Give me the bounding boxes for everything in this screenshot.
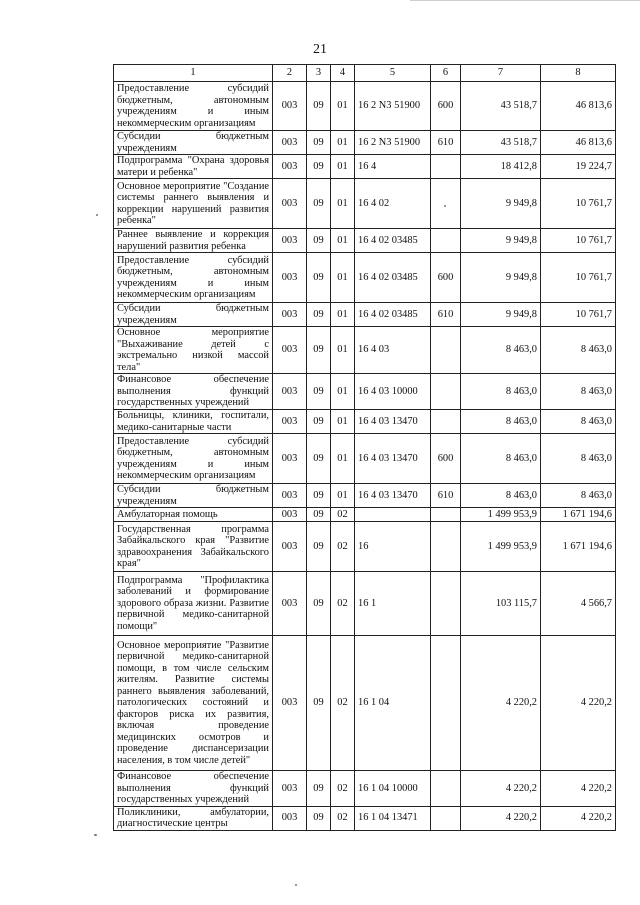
table-row [114, 508, 616, 522]
row-admin-code: 003 [273, 229, 307, 253]
row-target-article: 16 4 03 13470 [355, 434, 431, 484]
row-amount-year1: 43 518,7 [461, 131, 541, 155]
column-header: 1 [114, 65, 273, 82]
row-section-code: 09 [307, 229, 331, 253]
table-row [114, 806, 616, 830]
row-target-article: 16 4 02 03485 [355, 229, 431, 253]
row-name: Субсидии бюджетным учреждениям [114, 303, 273, 327]
row-target-article: 16 1 04 [355, 636, 431, 771]
row-expense-type [431, 327, 461, 374]
column-header: 5 [355, 65, 431, 82]
row-target-article: 16 4 03 13470 [355, 410, 431, 434]
row-subsection-code: 02 [331, 572, 355, 636]
table-row [114, 410, 616, 434]
row-amount-year2: 8 463,0 [541, 434, 616, 484]
row-amount-year1: 43 518,7 [461, 82, 541, 131]
row-name: Основное мероприятие "Развитие первичной медико-санитарной помощи, в том числе сельским жителям. Развитие системы раннего выявления заболеваний, патологических состояний и факторов риска их развития, включая проведение медицинских осмотров и проведение диспансеризации населения, в том числе детей" [114, 636, 273, 771]
row-expense-type: 610 [431, 484, 461, 508]
row-expense-type [431, 179, 461, 229]
row-section-code: 09 [307, 572, 331, 636]
row-amount-year2: 10 761,7 [541, 253, 616, 303]
table-body [114, 82, 616, 831]
row-admin-code: 003 [273, 434, 307, 484]
row-admin-code: 003 [273, 410, 307, 434]
row-expense-type: 600 [431, 82, 461, 131]
row-subsection-code: 01 [331, 229, 355, 253]
row-amount-year2: 10 761,7 [541, 179, 616, 229]
row-section-code: 09 [307, 155, 331, 179]
row-amount-year1: 18 412,8 [461, 155, 541, 179]
row-subsection-code: 02 [331, 522, 355, 572]
row-name: Основное мероприятие "Выхаживание детей с экстремально низкой массой тела" [114, 327, 273, 374]
table-row [114, 155, 616, 179]
row-subsection-code: 01 [331, 131, 355, 155]
row-amount-year2: 1 671 194,6 [541, 508, 616, 522]
row-name: Амбулаторная помощь [114, 508, 273, 522]
row-admin-code: 003 [273, 484, 307, 508]
row-admin-code: 003 [273, 771, 307, 807]
row-admin-code: 003 [273, 508, 307, 522]
row-name: Субсидии бюджетным учреждениям [114, 484, 273, 508]
row-subsection-code: 01 [331, 327, 355, 374]
row-admin-code: 003 [273, 179, 307, 229]
row-section-code: 09 [307, 522, 331, 572]
row-expense-type: 600 [431, 434, 461, 484]
row-subsection-code: 01 [331, 155, 355, 179]
scan-speck [94, 834, 97, 836]
table-row [114, 636, 616, 771]
table-row [114, 253, 616, 303]
row-target-article: 16 1 [355, 572, 431, 636]
row-amount-year2: 10 761,7 [541, 229, 616, 253]
row-name: Предоставление субсидий бюджетным, автономным учреждениям и иным некоммерческим организациям [114, 253, 273, 303]
row-subsection-code: 01 [331, 253, 355, 303]
row-expense-type [431, 229, 461, 253]
row-name: Поликлиники, амбулатории, диагностические центры [114, 806, 273, 830]
column-header: 6 [431, 65, 461, 82]
row-section-code: 09 [307, 82, 331, 131]
row-target-article: 16 [355, 522, 431, 572]
row-section-code: 09 [307, 508, 331, 522]
row-subsection-code: 01 [331, 410, 355, 434]
row-subsection-code: 01 [331, 434, 355, 484]
table-row [114, 327, 616, 374]
row-amount-year2: 8 463,0 [541, 327, 616, 374]
row-subsection-code: 02 [331, 771, 355, 807]
row-amount-year1: 8 463,0 [461, 327, 541, 374]
table-row [114, 434, 616, 484]
row-section-code: 09 [307, 374, 331, 410]
row-amount-year2: 4 220,2 [541, 806, 616, 830]
header-row [114, 65, 616, 82]
row-amount-year1: 4 220,2 [461, 771, 541, 807]
row-amount-year1: 1 499 953,9 [461, 522, 541, 572]
column-header: 2 [273, 65, 307, 82]
row-subsection-code: 01 [331, 374, 355, 410]
row-amount-year1: 9 949,8 [461, 229, 541, 253]
row-admin-code: 003 [273, 82, 307, 131]
row-target-article: 16 1 04 13471 [355, 806, 431, 830]
row-name: Предоставление субсидий бюджетным, автономным учреждениям и иным некоммерческим организациям [114, 82, 273, 131]
table-row [114, 82, 616, 131]
row-expense-type [431, 572, 461, 636]
row-amount-year1: 9 949,8 [461, 253, 541, 303]
row-section-code: 09 [307, 484, 331, 508]
row-admin-code: 003 [273, 253, 307, 303]
column-header: 3 [307, 65, 331, 82]
row-amount-year2: 8 463,0 [541, 374, 616, 410]
row-name: Предоставление субсидий бюджетным, автономным учреждениям и иным некоммерческим организациям [114, 434, 273, 484]
column-header: 8 [541, 65, 616, 82]
column-header: 7 [461, 65, 541, 82]
table-row [114, 374, 616, 410]
row-amount-year2: 4 566,7 [541, 572, 616, 636]
scan-speck [295, 884, 297, 886]
row-amount-year1: 9 949,8 [461, 303, 541, 327]
row-amount-year1: 8 463,0 [461, 484, 541, 508]
row-amount-year2: 46 813,6 [541, 82, 616, 131]
row-target-article: 16 4 [355, 155, 431, 179]
row-subsection-code: 01 [331, 82, 355, 131]
page-number: 21 [313, 42, 327, 57]
table-row [114, 179, 616, 229]
row-amount-year2: 46 813,6 [541, 131, 616, 155]
row-admin-code: 003 [273, 636, 307, 771]
row-name: Подпрограмма "Профилактика заболеваний и формирование здорового образа жизни. Развитие первичной медико-санитарной помощи" [114, 572, 273, 636]
budget-table [113, 64, 616, 831]
row-target-article [355, 508, 431, 522]
row-section-code: 09 [307, 327, 331, 374]
row-subsection-code: 02 [331, 636, 355, 771]
row-expense-type [431, 636, 461, 771]
row-expense-type: 600 [431, 253, 461, 303]
row-section-code: 09 [307, 253, 331, 303]
row-section-code: 09 [307, 434, 331, 484]
row-name: Финансовое обеспечение выполнения функций государственных учреждений [114, 771, 273, 807]
row-subsection-code: 02 [331, 508, 355, 522]
row-admin-code: 003 [273, 806, 307, 830]
row-name: Раннее выявление и коррекция нарушений развития ребенка [114, 229, 273, 253]
row-amount-year1: 4 220,2 [461, 636, 541, 771]
row-expense-type: 610 [431, 303, 461, 327]
row-amount-year2: 8 463,0 [541, 484, 616, 508]
row-expense-type: 610 [431, 131, 461, 155]
row-name: Основное мероприятие "Создание системы раннего выявления и коррекции нарушений развития ребенка" [114, 179, 273, 229]
row-name: Больницы, клиники, госпитали, медико-санитарные части [114, 410, 273, 434]
row-subsection-code: 02 [331, 806, 355, 830]
row-target-article: 16 2 N3 51900 [355, 131, 431, 155]
row-amount-year1: 8 463,0 [461, 410, 541, 434]
row-section-code: 09 [307, 303, 331, 327]
row-section-code: 09 [307, 771, 331, 807]
row-expense-type [431, 410, 461, 434]
row-section-code: 09 [307, 636, 331, 771]
row-amount-year1: 8 463,0 [461, 374, 541, 410]
table-row [114, 229, 616, 253]
row-amount-year2: 19 224,7 [541, 155, 616, 179]
row-amount-year2: 4 220,2 [541, 636, 616, 771]
row-amount-year2: 4 220,2 [541, 771, 616, 807]
row-subsection-code: 01 [331, 303, 355, 327]
table-row [114, 572, 616, 636]
row-target-article: 16 4 03 [355, 327, 431, 374]
row-expense-type [431, 508, 461, 522]
row-name: Финансовое обеспечение выполнения функций государственных учреждений [114, 374, 273, 410]
top-edge-line [410, 0, 640, 1]
row-amount-year1: 4 220,2 [461, 806, 541, 830]
row-target-article: 16 4 02 03485 [355, 303, 431, 327]
row-name: Подпрограмма "Охрана здоровья матери и ребенка" [114, 155, 273, 179]
row-amount-year2: 10 761,7 [541, 303, 616, 327]
row-amount-year2: 1 671 194,6 [541, 522, 616, 572]
table-row [114, 484, 616, 508]
row-admin-code: 003 [273, 572, 307, 636]
row-admin-code: 003 [273, 374, 307, 410]
scan-speck [96, 214, 98, 216]
row-name: Государственная программа Забайкальского края "Развитие здравоохранения Забайкальского края" [114, 522, 273, 572]
row-admin-code: 003 [273, 303, 307, 327]
row-admin-code: 003 [273, 522, 307, 572]
row-expense-type [431, 522, 461, 572]
row-target-article: 16 4 02 [355, 179, 431, 229]
row-amount-year1: 8 463,0 [461, 434, 541, 484]
row-target-article: 16 4 03 10000 [355, 374, 431, 410]
row-expense-type [431, 771, 461, 807]
table-row [114, 303, 616, 327]
table-row [114, 131, 616, 155]
row-amount-year1: 9 949,8 [461, 179, 541, 229]
row-section-code: 09 [307, 131, 331, 155]
row-expense-type [431, 155, 461, 179]
row-expense-type [431, 806, 461, 830]
row-target-article: 16 4 02 03485 [355, 253, 431, 303]
column-header: 4 [331, 65, 355, 82]
row-target-article: 16 2 N3 51900 [355, 82, 431, 131]
row-amount-year2: 8 463,0 [541, 410, 616, 434]
row-admin-code: 003 [273, 155, 307, 179]
row-subsection-code: 01 [331, 179, 355, 229]
scan-speck [444, 205, 446, 207]
row-expense-type [431, 374, 461, 410]
row-admin-code: 003 [273, 131, 307, 155]
row-amount-year1: 103 115,7 [461, 572, 541, 636]
row-name: Субсидии бюджетным учреждениям [114, 131, 273, 155]
table-row [114, 771, 616, 807]
row-subsection-code: 01 [331, 484, 355, 508]
row-target-article: 16 1 04 10000 [355, 771, 431, 807]
row-target-article: 16 4 03 13470 [355, 484, 431, 508]
row-amount-year1: 1 499 953,9 [461, 508, 541, 522]
table-row [114, 522, 616, 572]
row-section-code: 09 [307, 179, 331, 229]
row-admin-code: 003 [273, 327, 307, 374]
row-section-code: 09 [307, 410, 331, 434]
row-section-code: 09 [307, 806, 331, 830]
